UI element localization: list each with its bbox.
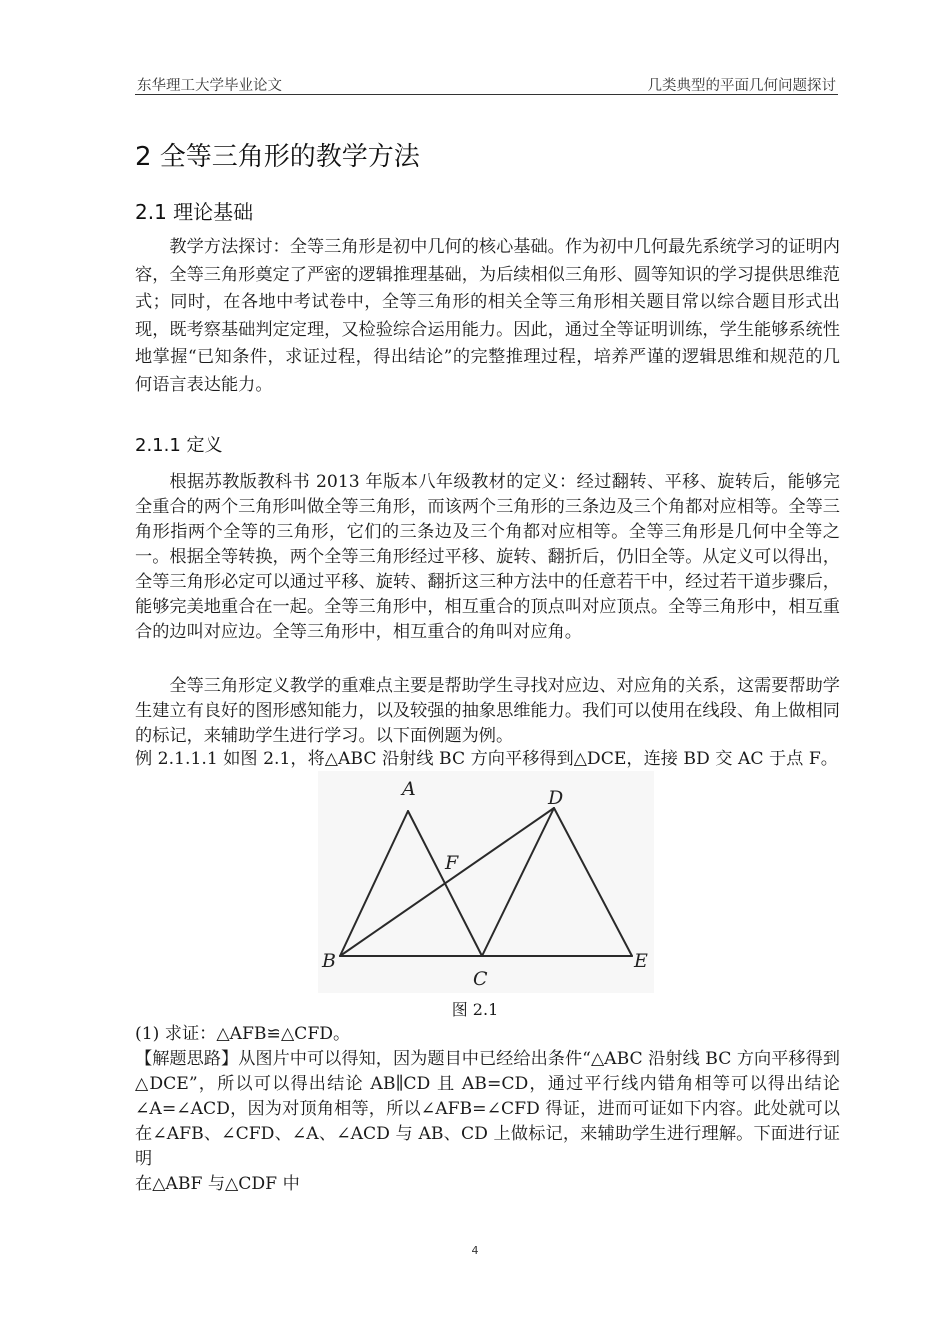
- segment-cd: [482, 808, 554, 956]
- section-paragraph: 教学方法探讨：全等三角形是初中几何的核心基础。作为初中几何最先系统学习的证明内容，全等三角形奠定了严密的逻辑推理基础，为后续相似三角形、圆等知识的学习提供思维范式；同时，在各地中考试卷中，全等三角形的相关全等三角形相关题目常以综合题目形式出现，既考察基础判定定理，又检验综合运用能力。因此，通过全等证明训练，学生能够系统性地掌握“已知条件，求证过程，得出结论”的完整推理过程，培养严谨的逻辑思维和规范的几何语言表达能力。: [135, 237, 840, 395]
- label-f: F: [445, 852, 459, 874]
- page-number: 4: [471, 1244, 479, 1257]
- segment-bd: [340, 808, 554, 956]
- definition-paragraph: 根据苏教版教科书 2013 年版本八年级教材的定义：经过翻转、平移、旋转后，能够完全重合的两个三角形叫做全等三角形，而该两个三角形的三条边及三个角都对应相等。全等三角形指两个全等的三角形，它们的三条边及三个角都对应相等。全等三角形是几何中全等之一。根据全等转换，两个全等三角形经过平移、旋转、翻折后，仍旧全等。从定义可以得出，全等三角形必定可以通过平移、旋转、翻折这三种方法中的任意若干中，经过若干道步骤后，能够完美地重合在一起。全等三角形中，相互重合的顶点叫对应顶点。全等三角形中，相互重合的边叫对应边。全等三角形中，相互重合的角叫对应角。: [135, 472, 840, 642]
- figure-caption: 图 2.1: [451, 1000, 499, 1019]
- section-title: 2.1 理论基础: [135, 200, 254, 224]
- header-university: 东华理工大学毕业论文: [137, 78, 282, 94]
- figure-2-1: [318, 771, 654, 993]
- solution-paragraph: 【解题思路】从图片中可以得知，因为题目中已经给出条件“△ABC 沿射线 BC 方向平移得到△DCE”，所以可以得出结论 AB∥CD 且 AB=CD，通过平行线内错角相等可以得出结论∠A=∠ACD，因为对顶角相等，所以∠AFB=∠CFD 得证，进而可证如下内容。此处就可以在∠AFB、∠CFD、∠A、∠ACD 与 AB、CD 上做标记，来辅助学生进行理解。下面进行证明: [135, 1049, 840, 1169]
- proof-start: 在△ABF 与△CDF 中: [135, 1174, 300, 1194]
- label-c: C: [473, 968, 488, 990]
- segment-ab: [340, 811, 408, 956]
- question-1: (1) 求证：△AFB≌△CFD。: [135, 1024, 351, 1044]
- triangle-diagram: [318, 771, 654, 993]
- header-thesis-title: 几类典型的平面几何问题探讨: [647, 78, 836, 94]
- chapter-title: 2 全等三角形的教学方法: [135, 142, 420, 172]
- segment-de: [554, 808, 632, 956]
- label-b: B: [322, 950, 336, 972]
- example-statement: 例 2.1.1.1 如图 2.1，将△ABC 沿射线 BC 方向平移得到△DCE，连接 BD 交 AC 于点 F。: [135, 749, 838, 769]
- label-e: E: [634, 950, 648, 972]
- page-header: [135, 74, 838, 95]
- teaching-paragraph: 全等三角形定义教学的重难点主要是帮助学生寻找对应边、对应角的关系，这需要帮助学生建立有良好的图形感知能力，以及较强的抽象思维能力。我们可以使用在线段、角上做相同的标记，来辅助学生进行学习。以下面例题为例。: [135, 676, 840, 746]
- label-a: A: [402, 778, 416, 800]
- label-d: D: [548, 787, 564, 809]
- subsection-title: 2.1.1 定义: [135, 435, 223, 456]
